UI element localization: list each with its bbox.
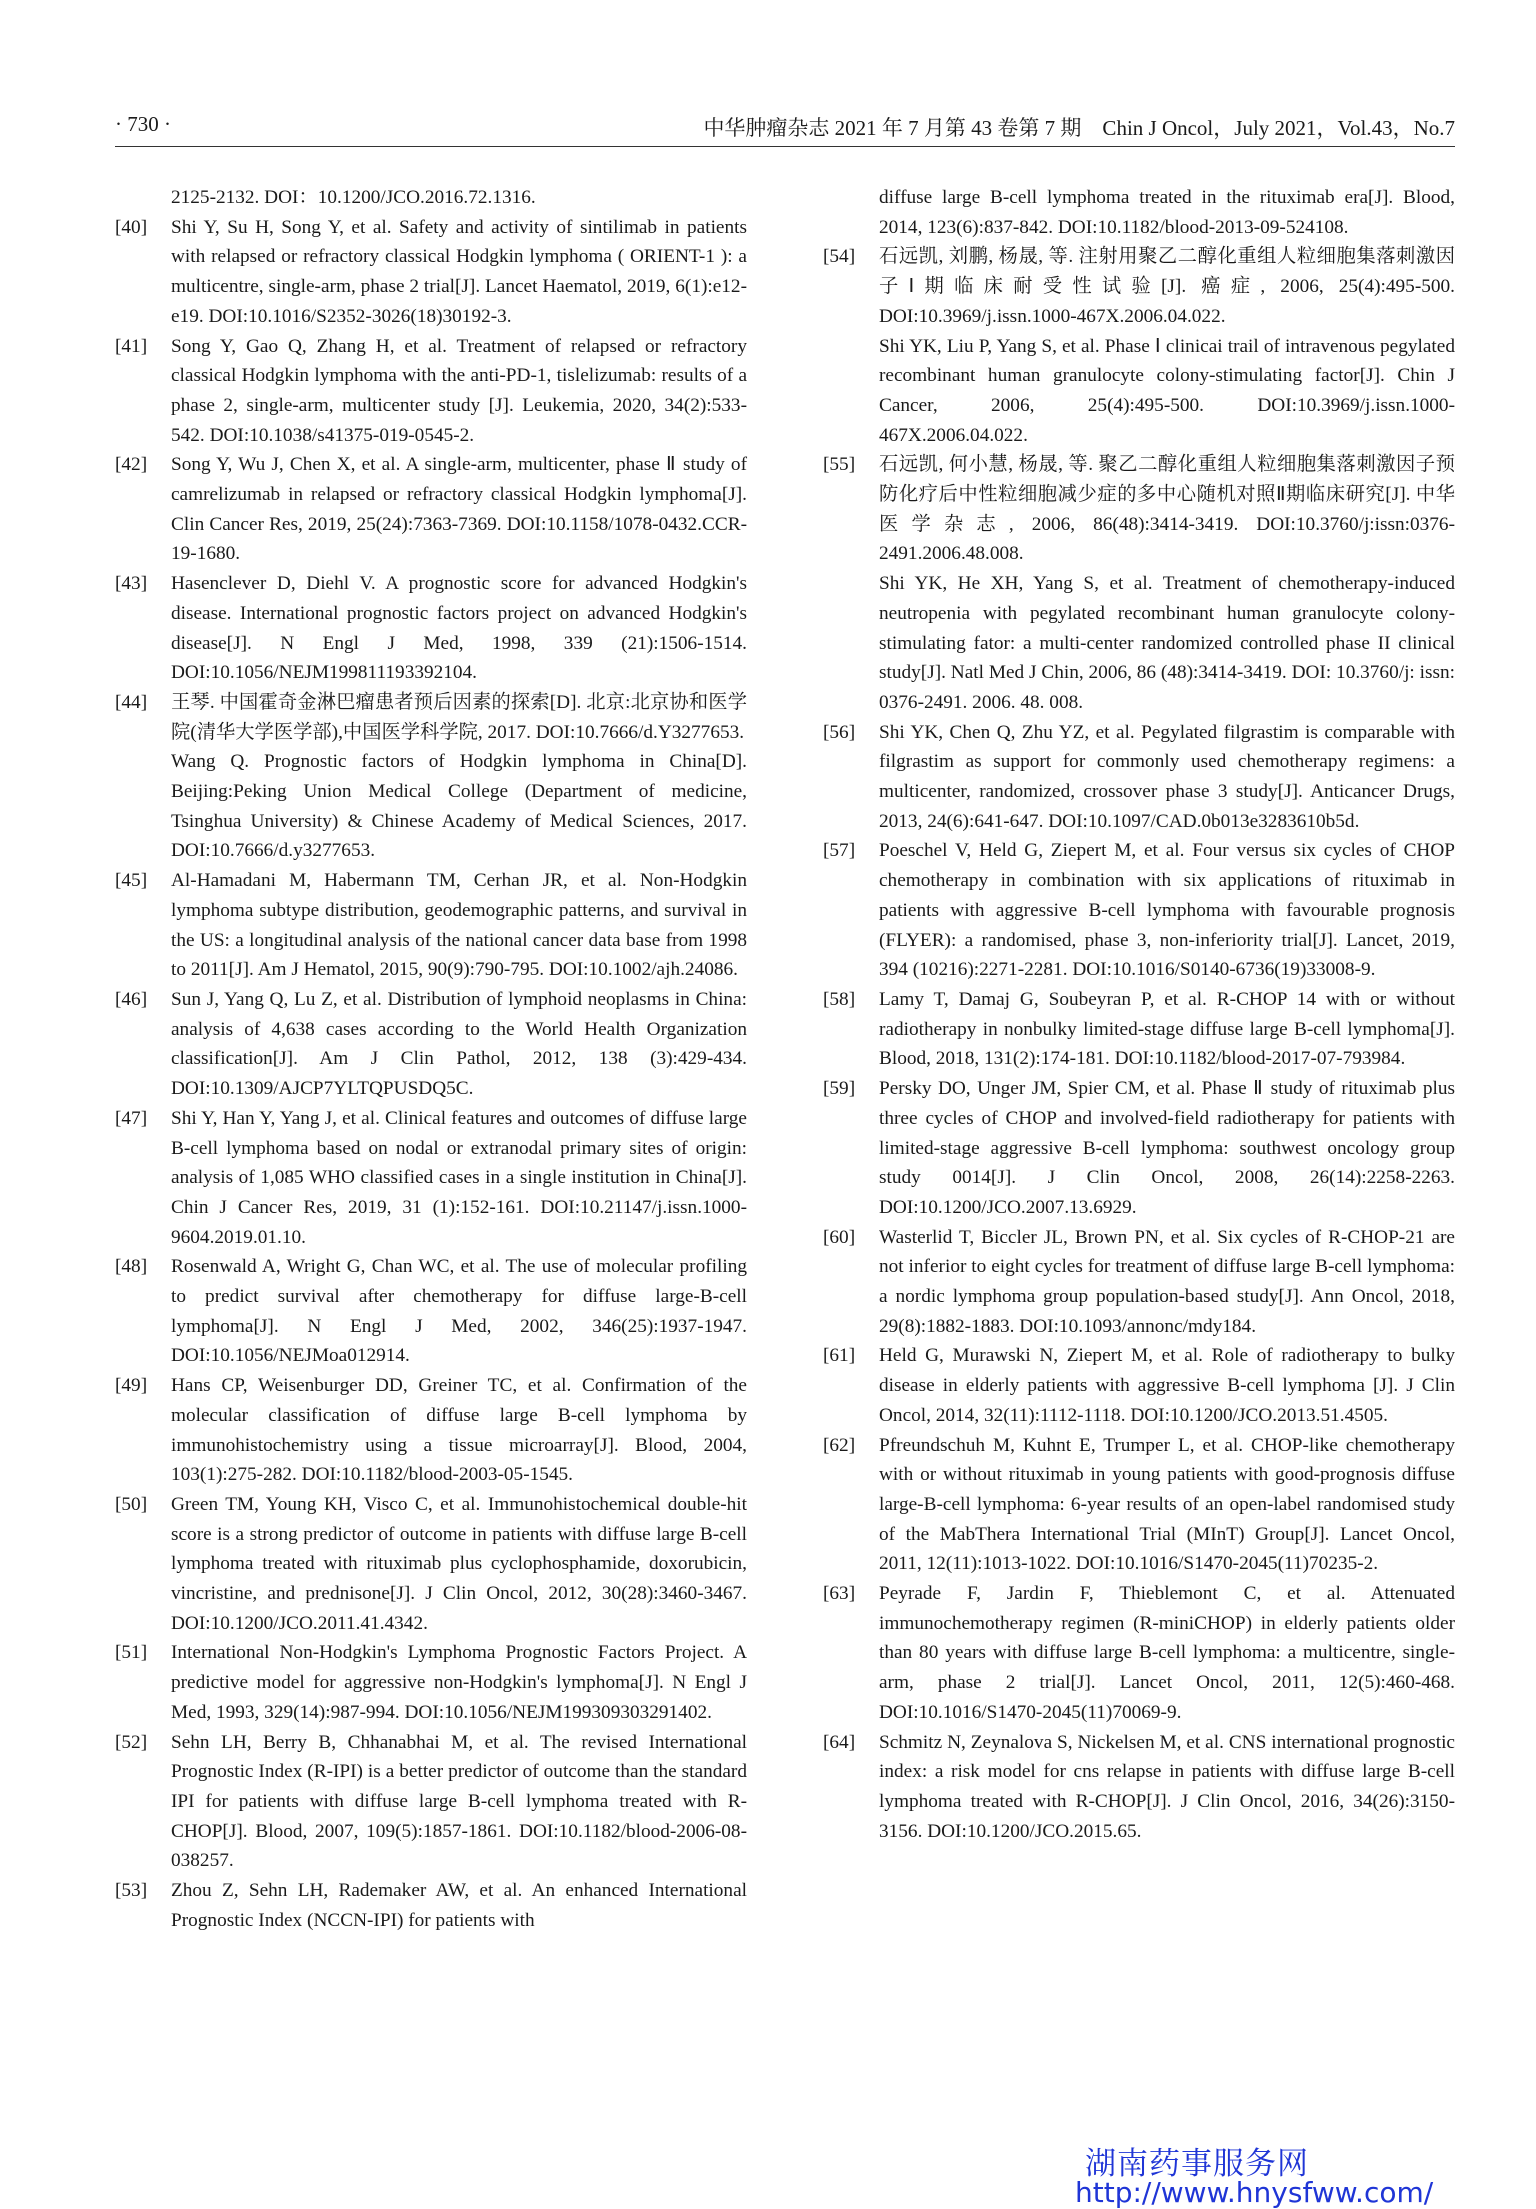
reference-number: [50] bbox=[115, 1493, 148, 1515]
reference-text: Pfreundschuh M, Kuhnt E, Trumper L, et al. CHOP-like chemotherapy with or without rituximab in young patients with good-prognosis diffuse large-B-cell lymphoma: 6-year results of an open-label randomised study of the MabThera International Trial (MInT) Group[J]. Lancet Oncol, 2011, 12(11):1013-1022. DOI:10.1016/S1470-2045(11)70235-2. bbox=[879, 1434, 1455, 1575]
reference-text: Song Y, Wu J, Chen X, et al. A single-arm, multicenter, phase Ⅱ study of camrelizumab in relapsed or refractory classical Hodgkin lymphoma[J]. Clin Cancer Res, 2019, 25(24):7363-7369. DOI:10.1158/1078-0432.CCR-19-1680. bbox=[171, 454, 747, 565]
reference-number: [57] bbox=[823, 840, 856, 862]
reference-text: Green TM, Young KH, Visco C, et al. Immunohistochemical double-hit score is a strong predictor of outcome in patients with diffuse large B-cell lymphoma treated with rituximab plus cyclophosphamide, doxorubicin, vincristine, and prednisone[J]. J Clin Oncol, 2012, 30(28):3460-3467. DOI:10.1200/JCO.2011.41.4342. bbox=[171, 1493, 747, 1634]
reference-number: [41] bbox=[115, 335, 148, 357]
reference-number: [63] bbox=[823, 1583, 856, 1605]
reference-number: [61] bbox=[823, 1345, 856, 1367]
page-header bbox=[115, 112, 1455, 146]
reference-text: 石远凯, 刘鹏, 杨晟, 等. 注射用聚乙二醇化重组人粒细胞集落刺激因子Ⅰ期临床耐受性试验[J]. 癌症, 2006, 25(4):495-500. DOI:10.3969/j.issn.1000-467X.2006.04.022. bbox=[879, 246, 1455, 327]
reference-54 bbox=[823, 242, 1455, 450]
right-column bbox=[823, 183, 1455, 1846]
reference-59 bbox=[823, 1074, 1455, 1223]
reference-45 bbox=[115, 866, 747, 985]
reference-43 bbox=[115, 569, 747, 688]
reference-text: 石远凯, 何小慧, 杨晟, 等. 聚乙二醇化重组人粒细胞集落刺激因子预防化疗后中性粒细胞减少症的多中心随机对照Ⅱ期临床研究[J]. 中华医学杂志, 2006, 86(48):3414-3419. DOI:10.3760/j:issn:0376-2491.2006.48.008. bbox=[879, 454, 1455, 565]
reference-text: Lamy T, Damaj G, Soubeyran P, et al. R-CHOP 14 with or without radiotherapy in nonbulky limited-stage diffuse large B-cell lymphoma[J]. Blood, 2018, 131(2):174-181. DOI:10.1182/blood-2017-07-793984. bbox=[879, 988, 1455, 1070]
reference-53 bbox=[115, 1876, 747, 1935]
reference-41 bbox=[115, 332, 747, 451]
reference-56 bbox=[823, 718, 1455, 837]
reference-48 bbox=[115, 1252, 747, 1371]
reference-text: Shi Y, Han Y, Yang J, et al. Clinical features and outcomes of diffuse large B-cell lymphoma based on nodal or extranodal primary sites of origin: analysis of 1,085 WHO classified cases in a single institution in China[J]. Chin J Cancer Res, 2019, 31 (1):152-161. DOI:10.21147/j.issn.1000-9604.2019.01.10. bbox=[171, 1107, 747, 1248]
reference-text: Zhou Z, Sehn LH, Rademaker AW, et al. An enhanced International Prognostic Index (NCCN-IPI) for patients with bbox=[171, 1880, 747, 1931]
reference-44 bbox=[115, 688, 747, 866]
reference-number: [49] bbox=[115, 1375, 148, 1397]
reference-text: Song Y, Gao Q, Zhang H, et al. Treatment of relapsed or refractory classical Hodgkin lymphoma with the anti-PD-1, tislelizumab: results of a phase 2, single-arm, multicenter study [J]. Leukemia, 2020, 34(2):533-542. DOI:10.1038/s41375-019-0545-2. bbox=[171, 335, 747, 446]
reference-number: [48] bbox=[115, 1256, 148, 1278]
reference-number: [51] bbox=[115, 1642, 148, 1664]
reference-text: Sehn LH, Berry B, Chhanabhai M, et al. The revised International Prognostic Index (R-IPI) is a better predictor of outcome than the standard IPI for patients with diffuse large B-cell lymphoma treated with R-CHOP[J]. Blood, 2007, 109(5):1857-1861. DOI:10.1182/blood-2006-08-038257. bbox=[171, 1731, 747, 1872]
reference-number: [62] bbox=[823, 1434, 856, 1456]
reference-number: [60] bbox=[823, 1226, 856, 1248]
reference-47 bbox=[115, 1104, 747, 1253]
reference-text: Wasterlid T, Biccler JL, Brown PN, et al. Six cycles of R-CHOP-21 are not inferior to eight cycles for treatment of diffuse large B-cell lymphoma: a nordic lymphoma group population-based study[J]. Ann Oncol, 2018, 29(8):1882-1883. DOI:10.1093/annonc/mdy184. bbox=[879, 1226, 1455, 1337]
reference-number: [56] bbox=[823, 721, 856, 743]
reference-52 bbox=[115, 1728, 747, 1877]
reference-42 bbox=[115, 450, 747, 569]
reference-text: Al-Hamadani M, Habermann TM, Cerhan JR, et al. Non-Hodgkin lymphoma subtype distribution, geodemographic patterns, and survival in the US: a longitudinal analysis of the national cancer data base from 1998 to 2011[J]. Am J Hematol, 2015, 90(9):790-795. DOI:10.1002/ajh.24086. bbox=[171, 870, 747, 981]
reference-english-translation: Shi YK, He XH, Yang S, et al. Treatment of chemotherapy-induced neutropenia with pegylated recombinant human granulocyte colony-stimulating fator: a multi-center randomized controlled phase II clinical study[J]. Natl Med J Chin, 2006, 86 (48):3414-3419. DOI: 10.3760/j: issn: 0376-2491. 2006. 48. 008. bbox=[879, 573, 1455, 713]
reference-text: Held G, Murawski N, Ziepert M, et al. Role of radiotherapy to bulky disease in elderly patients with aggressive B-cell lymphoma [J]. J Clin Oncol, 2014, 32(11):1112-1118. DOI:10.1200/JCO.2013.51.4505. bbox=[879, 1345, 1455, 1426]
watermark-site-name: 湖南药事服务网 bbox=[1085, 2146, 1309, 2182]
header-rule bbox=[115, 146, 1455, 147]
reference-51 bbox=[115, 1638, 747, 1727]
reference-text: Hans CP, Weisenburger DD, Greiner TC, et al. Confirmation of the molecular classification of diffuse large B-cell lymphoma by immunohistochemistry using a tissue microarray[J]. Blood, 2004, 103(1):275-282. DOI:10.1182/blood-2003-05-1545. bbox=[171, 1375, 747, 1486]
reference-number: [58] bbox=[823, 988, 856, 1010]
reference-number: [40] bbox=[115, 216, 148, 238]
reference-text: Sun J, Yang Q, Lu Z, et al. Distribution of lymphoid neoplasms in China: analysis of 4,638 cases according to the World Health Organization classification[J]. Am J Clin Pathol, 2012, 138 (3):429-434. DOI:10.1309/AJCP7YLTQPUSDQ5C. bbox=[171, 988, 747, 1100]
reference-continuation: diffuse large B-cell lymphoma treated in the rituximab era[J]. Blood, 2014, 123(6):837-842. DOI:10.1182/blood-2013-09-524108. bbox=[879, 187, 1455, 238]
reference-text: Shi YK, Chen Q, Zhu YZ, et al. Pegylated filgrastim is comparable with filgrastim as support for commonly used chemotherapy regimens: a multicenter, randomized, crossover phase 3 study[J]. Anticancer Drugs, 2013, 24(6):641-647. DOI:10.1097/CAD.0b013e3283610b5d. bbox=[879, 721, 1455, 832]
reference-number: [45] bbox=[115, 870, 148, 892]
reference-49 bbox=[115, 1371, 747, 1490]
reference-number: [55] bbox=[823, 454, 856, 476]
reference-number: [59] bbox=[823, 1078, 856, 1100]
reference-number: [52] bbox=[115, 1731, 148, 1753]
reference-english-translation: Shi YK, Liu P, Yang S, et al. Phase Ⅰ clinicai trail of intravenous pegylated recombinant human granulocyte colony-stimulating factor[J]. Chin J Cancer, 2006, 25(4):495-500. DOI:10.3969/j.issn.1000-467X.2006.04.022. bbox=[879, 335, 1455, 446]
reference-english-translation: Wang Q. Prognostic factors of Hodgkin lymphoma in China[D]. Beijing:Peking Union Medical College (Department of medicine, Tsinghua University) & Chinese Academy of Medical Sciences, 2017. DOI:10.7666/d.y3277653. bbox=[171, 751, 747, 862]
reference-text: Peyrade F, Jardin F, Thieblemont C, et al. Attenuated immunochemotherapy regimen (R-miniCHOP) in elderly patients older than 80 years with diffuse large B-cell lymphoma: a multicentre, single-arm, phase 2 trial[J]. Lancet Oncol, 2011, 12(5):460-468. DOI:10.1016/S1470-2045(11)70069-9. bbox=[879, 1583, 1455, 1723]
reference-58 bbox=[823, 985, 1455, 1074]
reference-55 bbox=[823, 450, 1455, 717]
reference-62 bbox=[823, 1431, 1455, 1580]
reference-number: [54] bbox=[823, 246, 856, 268]
reference-number: [43] bbox=[115, 573, 148, 595]
reference-number: [47] bbox=[115, 1107, 148, 1129]
reference-57 bbox=[823, 836, 1455, 985]
reference-text: Shi Y, Su H, Song Y, et al. Safety and activity of sintilimab in patients with relapsed or refractory classical Hodgkin lymphoma ( ORIENT-1 ): a multicentre, single-arm, phase 2 trial[J]. Lancet Haematol, 2019, 6(1):e12-e19. DOI:10.1016/S2352-3026(18)30192-3. bbox=[171, 216, 747, 327]
reference-64 bbox=[823, 1728, 1455, 1847]
reference-text: Rosenwald A, Wright G, Chan WC, et al. The use of molecular profiling to predict survival after chemotherapy for diffuse large-B-cell lymphoma[J]. N Engl J Med, 2002, 346(25):1937-1947. DOI:10.1056/NEJMoa012914. bbox=[171, 1256, 747, 1367]
reference-text: 王琴. 中国霍奇金淋巴瘤患者预后因素的探索[D]. 北京:北京协和医学院(清华大学医学部),中国医学科学院, 2017. DOI:10.7666/d.Y3277653. bbox=[171, 691, 747, 743]
reference-63 bbox=[823, 1579, 1455, 1728]
reference-text: Schmitz N, Zeynalova S, Nickelsen M, et al. CNS international prognostic index: a risk model for cns relapse in patients with diffuse large B-cell lymphoma treated with R-CHOP[J]. J Clin Oncol, 2016, 34(26):3150-3156. DOI:10.1200/JCO.2015.65. bbox=[879, 1731, 1455, 1842]
reference-40 bbox=[115, 213, 747, 332]
reference-number: [46] bbox=[115, 988, 148, 1010]
reference-text: International Non-Hodgkin's Lymphoma Prognostic Factors Project. A predictive model for aggressive non-Hodgkin's lymphoma[J]. N Engl J Med, 1993, 329(14):987-994. DOI:10.1056/NEJM199309303291402. bbox=[171, 1642, 747, 1723]
reference-text: Hasenclever D, Diehl V. A prognostic score for advanced Hodgkin's disease. International prognostic factors project on advanced Hodgkin's disease[J]. N Engl J Med, 1998, 339 (21):1506-1514. DOI:10.1056/NEJM199811193392104. bbox=[171, 573, 747, 684]
reference-number: [42] bbox=[115, 454, 148, 476]
reference-continuation: 2125-2132. DOI：10.1200/JCO.2016.72.1316. bbox=[171, 187, 536, 208]
reference-text: Poeschel V, Held G, Ziepert M, et al. Four versus six cycles of CHOP chemotherapy in combination with six applications of rituximab in patients with aggressive B-cell lymphoma with favourable prognosis (FLYER): a randomised, phase 3, non-inferiority trial[J]. Lancet, 2019, 394 (10216):2271-2281. DOI:10.1016/S0140-6736(19)33008-9. bbox=[879, 840, 1455, 981]
reference-number: [53] bbox=[115, 1880, 148, 1902]
page-number: · 730 · bbox=[115, 112, 171, 136]
reference-text: Persky DO, Unger JM, Spier CM, et al. Phase Ⅱ study of rituximab plus three cycles of CHOP and involved-field radiotherapy for patients with limited-stage aggressive B-cell lymphoma: southwest oncology group study 0014[J]. J Clin Oncol, 2008, 26(14):2258-2263. DOI:10.1200/JCO.2007.13.6929. bbox=[879, 1078, 1455, 1218]
left-column bbox=[115, 183, 747, 1935]
reference-number: [64] bbox=[823, 1731, 856, 1753]
watermark-url: http://www.hnysfww.com/ bbox=[1075, 2176, 1434, 2209]
reference-60 bbox=[823, 1223, 1455, 1342]
reference-46 bbox=[115, 985, 747, 1104]
reference-61 bbox=[823, 1341, 1455, 1430]
reference-number: [44] bbox=[115, 691, 148, 713]
journal-citation: 中华肿瘤杂志 2021 年 7 月第 43 卷第 7 期 Chin J Oncol，July 2021，Vol.43，No.7 bbox=[703, 116, 1455, 140]
reference-50 bbox=[115, 1490, 747, 1639]
